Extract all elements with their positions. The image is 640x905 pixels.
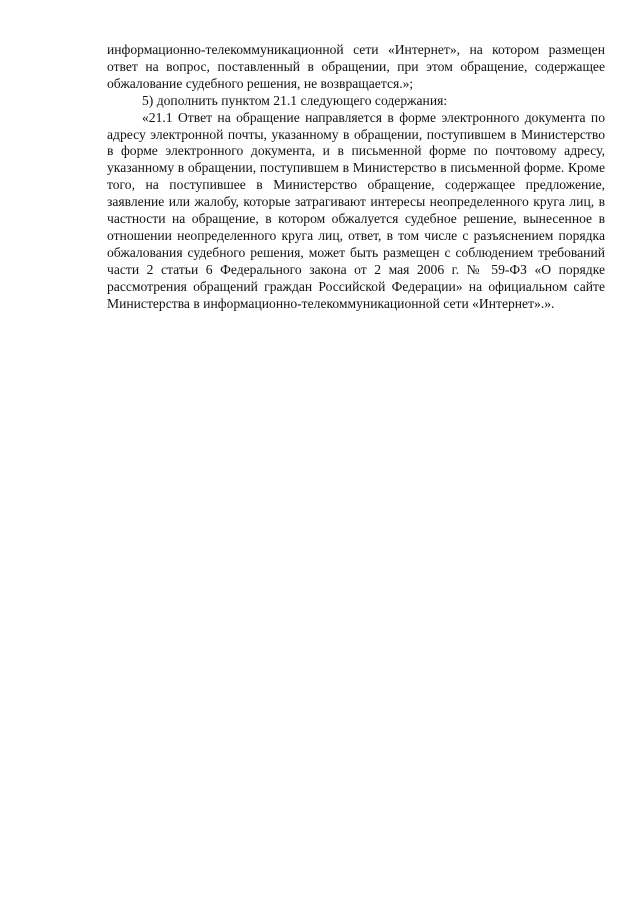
document-body <box>107 42 605 313</box>
paragraph-continuation: информационно-телекоммуникационной сети «Интернет», на котором размещен ответ на вопрос, поставленный в обращении, при этом обращение, содержащее обжалование судебного решения, не возвращается.»; <box>107 42 605 91</box>
paragraph-item-5: 5) дополнить пунктом 21.1 следующего содержания: <box>142 92 448 108</box>
paragraph-clause-21-1: «21.1 Ответ на обращение направляется в форме электронного документа по адресу электронной почты, указанному в обращении, поступившем в Министерство в форме электронного документа, и в письменной форме по почтовому адресу, указанному в обращении, поступившем в Министерство в письменной форме. Кроме того, на поступившее в Министерство обращение, содержащее предложение, заявление или жалобу, которые затрагивают интересы неопределенного круга лиц, в частности на обращение, в котором обжалуется судебное решение, вынесенное в отношении неопределенного круга лиц, ответ, в том числе с разъяснением порядка обжалования судебного решения, может быть размещен с соблюдением требований части 2 статьи 6 Федерального закона от 2 мая 2006 г. № 59-ФЗ «О порядке рассмотрения обращений граждан Российской Федерации» на официальном сайте Министерства в информационно-телекоммуникационной сети «Интернет».». <box>107 109 605 311</box>
